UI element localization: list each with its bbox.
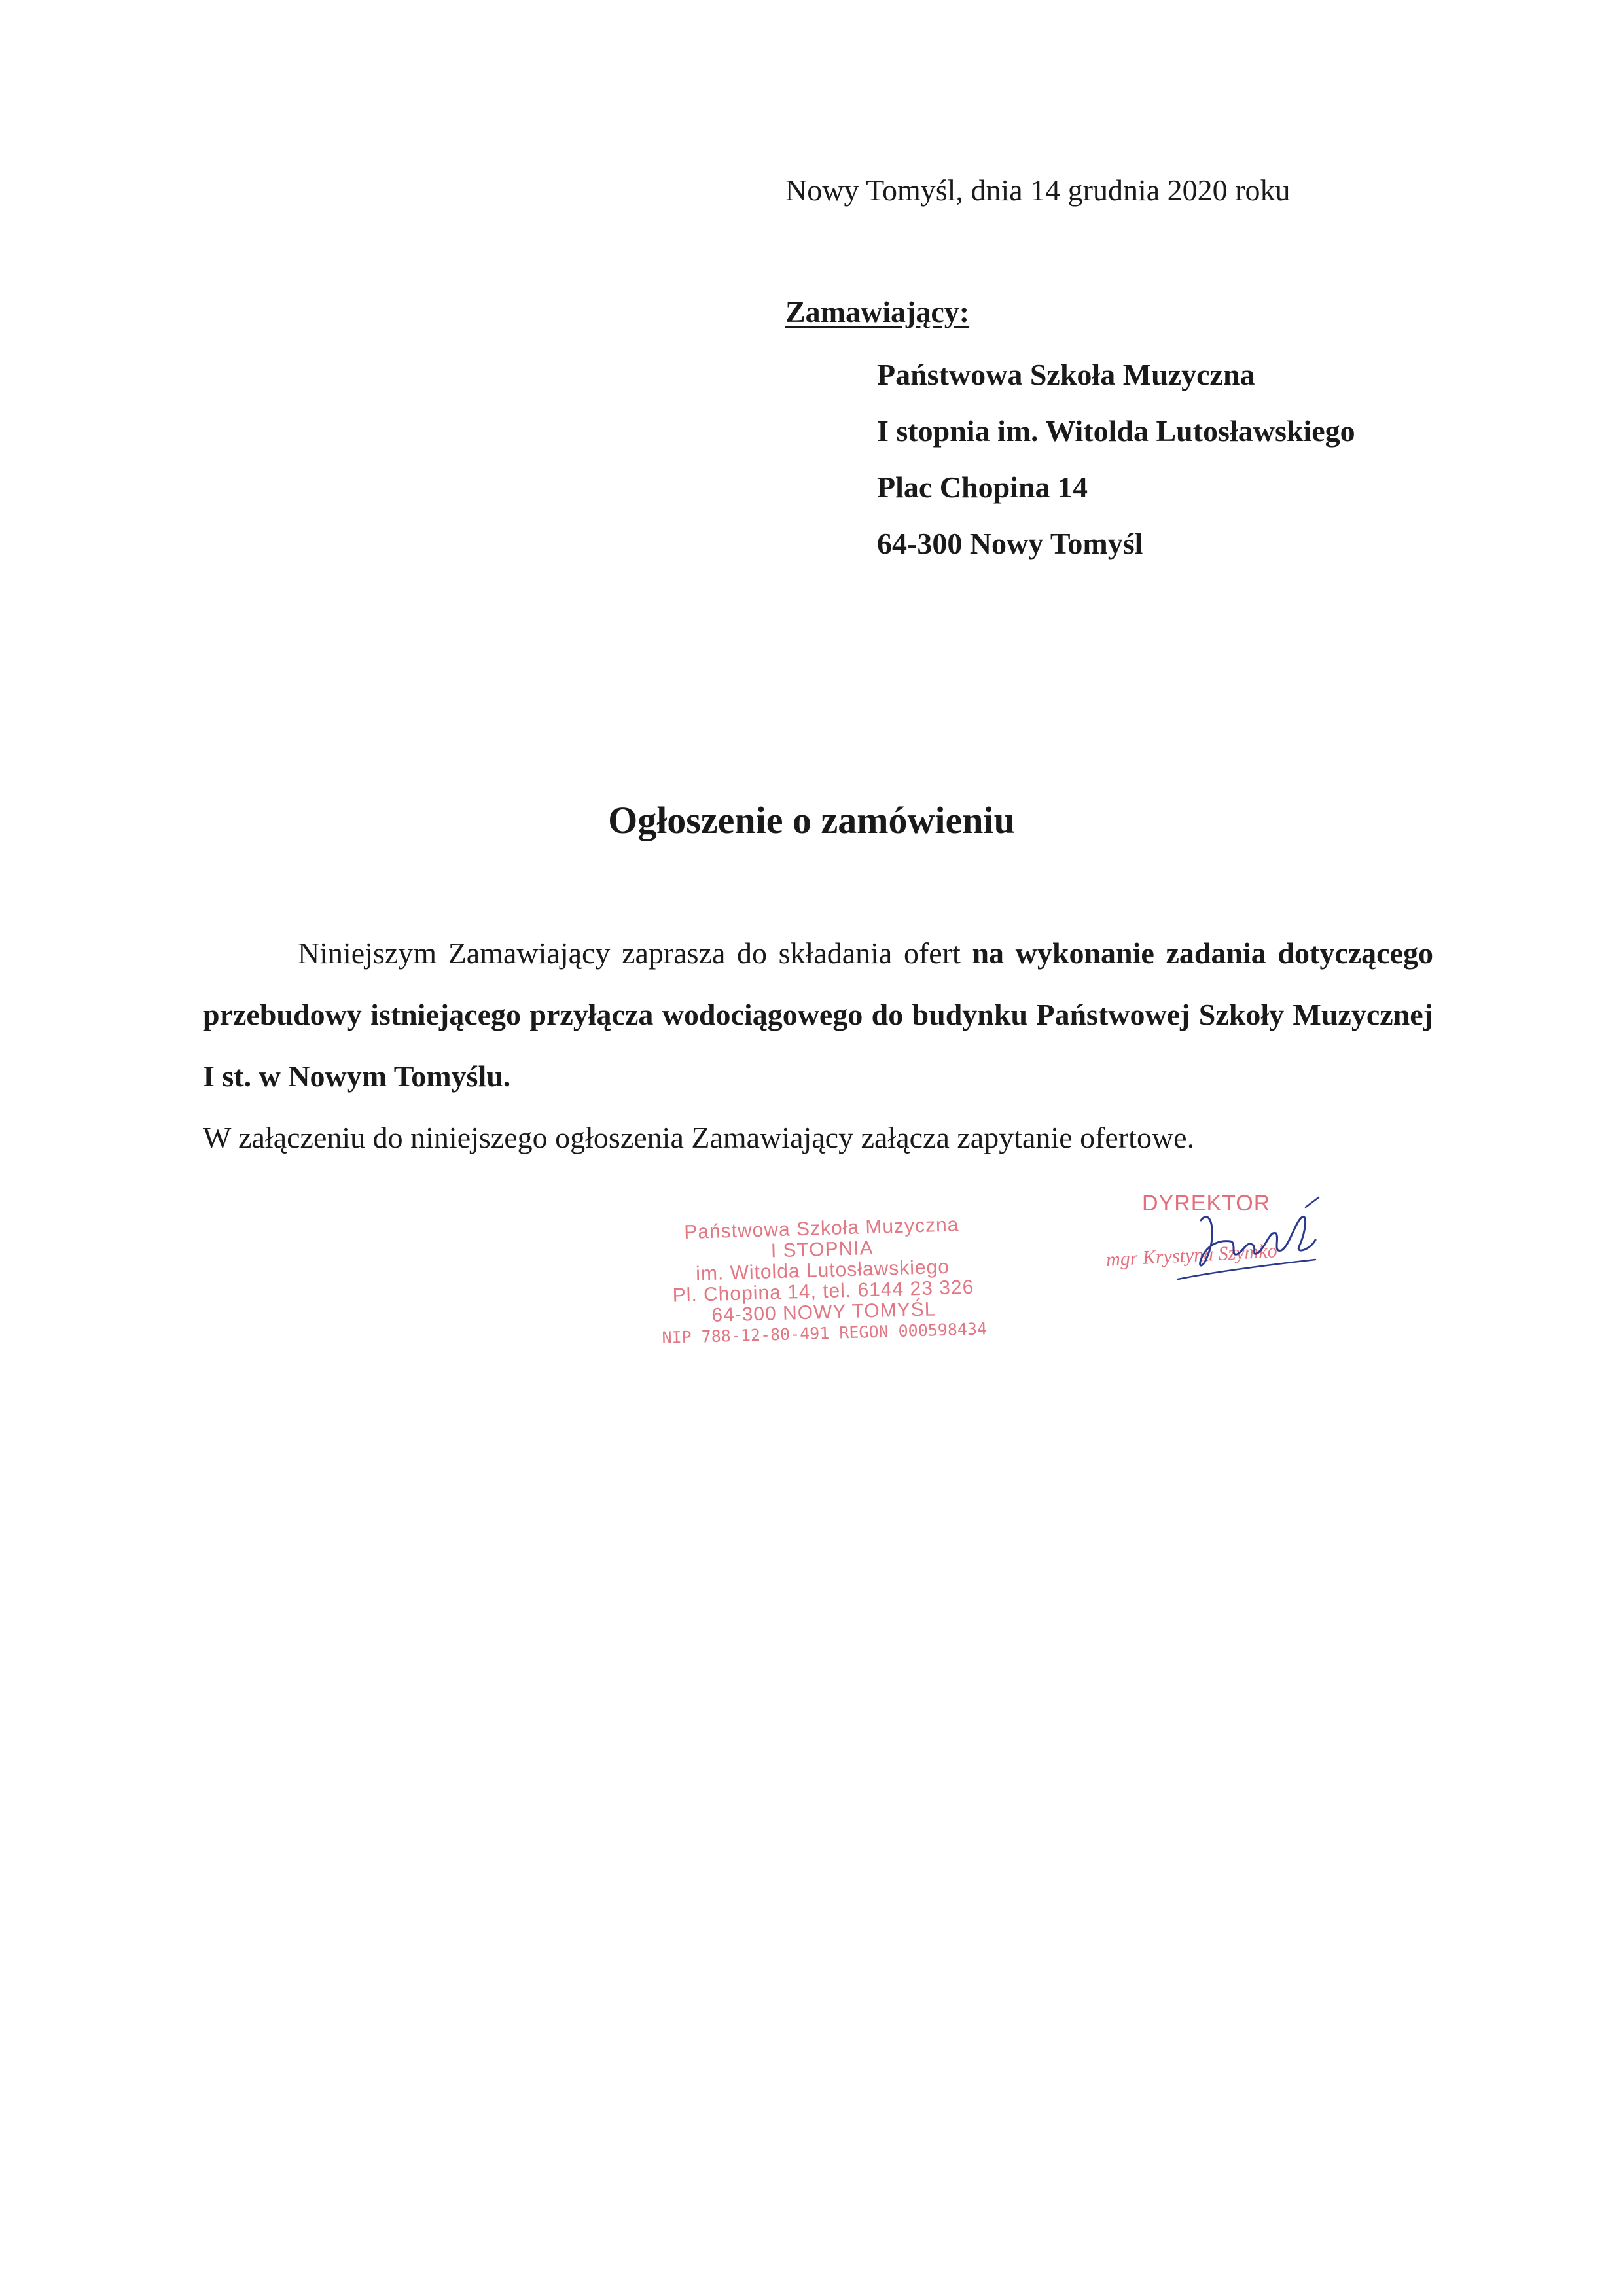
handwritten-signature <box>1139 1194 1335 1292</box>
recipient-name-line-1: Państwowa Szkoła Muzyczna <box>877 358 1255 391</box>
director-signature-stamp <box>1099 1191 1335 1309</box>
lead-paragraph <box>203 923 1433 1107</box>
document-title: Ogłoszenie o zamówieniu <box>608 799 1015 841</box>
stamp-line-5: 64-300 NOWY TOMYŚL <box>711 1298 936 1326</box>
recipient-label: Zamawiający: <box>785 295 970 328</box>
stamp-line-6: NIP 788-12-80-491 REGON 000598434 <box>662 1319 988 1348</box>
stamp-line-2: I STOPNIA <box>770 1237 874 1262</box>
stamp-line-1: Państwowa Szkoła Muzyczna <box>683 1214 959 1244</box>
stamp-line-4: Pl. Chopina 14, tel. 6144 23 326 <box>672 1276 974 1307</box>
recipient-address <box>877 347 1355 572</box>
recipient-name-line-2: I stopnia im. Witolda Lutosławskiego <box>877 414 1355 448</box>
attachment-paragraph: W załączeniu do niniejszego ogłoszenia Zamawiający załącza zapytanie ofertowe. <box>203 1121 1195 1154</box>
stamp-line-3: im. Witolda Lutosławskiego <box>695 1256 950 1285</box>
director-title: DYREKTOR <box>1142 1191 1271 1216</box>
recipient-city: 64-300 Nowy Tomyśl <box>877 527 1143 560</box>
recipient-street: Plac Chopina 14 <box>877 470 1088 504</box>
lead-bold-text: na wykonanie zadania dotyczącego przebudowy istniejącego przyłącza wodociągowego do budynku Państwowej Szkoły Muzycznej I st. w Nowym Tomyślu. <box>203 936 1433 1093</box>
date-line: Nowy Tomyśl, dnia 14 grudnia 2020 roku <box>785 173 1291 207</box>
lead-plain-text: Niniejszym Zamawiający zaprasza do składania ofert <box>298 936 972 970</box>
director-name: mgr Krystyna Szymko <box>1105 1240 1278 1271</box>
institution-stamp <box>638 1213 1008 1349</box>
body-text <box>203 923 1433 1169</box>
